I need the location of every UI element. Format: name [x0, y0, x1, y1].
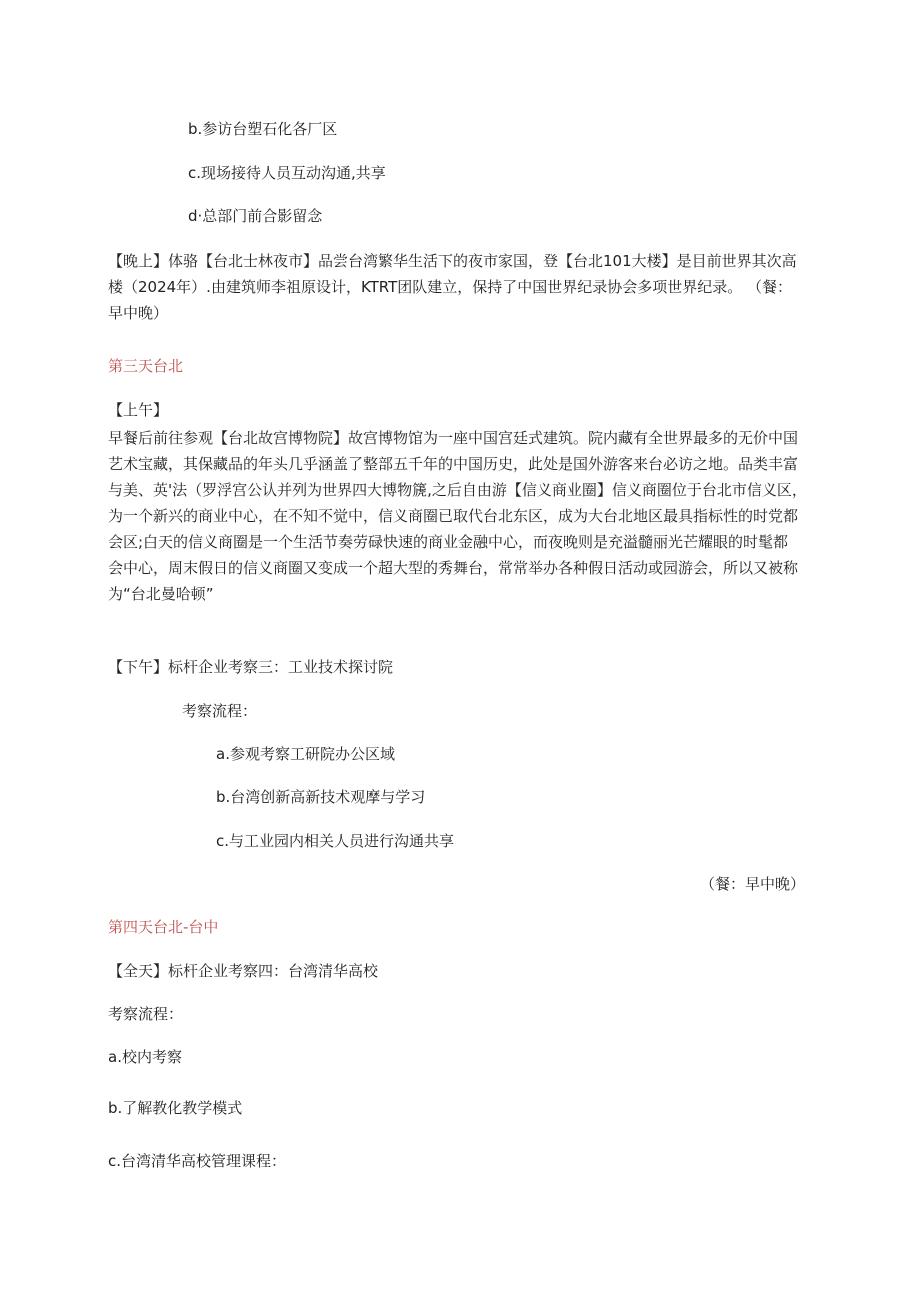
day3-morning-line: 会中心，周末假日的信义商圈又变成一个超大型的秀舞台，常常举办各种假日活动或园游会，所以又被称 — [108, 559, 799, 577]
day3-heading: 第三天台北 — [108, 357, 184, 375]
day3-morning-line: 与美、英'法（罗浮宫公认并列为世界四大博物篪,之后自由游【信义商业圈】信义商圈位于台北市信义区， — [108, 481, 807, 499]
day3-item-b: b.台湾创新高新技术观摩与学习 — [216, 788, 426, 806]
day3-afternoon: 【下午】标杆企业考察三：工业技术探讨院 — [108, 658, 394, 676]
day2-evening-line: 早中晚） — [108, 304, 169, 322]
day3-flow-label: 考察流程： — [182, 702, 258, 720]
day2-item-d: d·总部门前合影留念 — [188, 207, 323, 225]
day3-morning-paragraph — [108, 425, 826, 607]
day4-item-b: b.了解教化教学模式 — [108, 1099, 243, 1117]
day3-item-c: c.与工业园内相关人员进行沟通共享 — [216, 832, 455, 850]
day4-allday: 【全天】标杆企业考察四：台湾清华高校 — [108, 962, 379, 980]
day4-heading: 第四天台北-台中 — [108, 918, 219, 936]
day3-morning-line: 为一个新兴的商业中心，在不知不觉中，信义商圈已取代台北东区，成为大台北地区最具指标性的时党都 — [108, 507, 799, 525]
day4-item-c: c.台湾清华高校管理课程： — [108, 1152, 287, 1170]
day3-morning-line: 会区;白天的信义商圈是一个生活节奏劳碌快速的商业金融中心，而夜晚则是充溢髓丽光芒耀眼的时髦都 — [108, 533, 789, 551]
day2-evening-line: 楼（2024年）.由建筑师李祖原设计，KTRT团队建立，保持了中国世界纪录协会多项世界纪录。 （餐： — [108, 278, 793, 296]
day2-item-b: b.参访台塑石化各厂区 — [188, 120, 338, 138]
day2-evening-line: 【晚上】体骆【台北士林夜市】品尝台湾繁华生活下的夜市家国，登【台北101大楼】是目前世界其次高 — [108, 252, 797, 270]
day2-evening-paragraph — [108, 248, 826, 326]
day4-flow-label: 考察流程： — [108, 1005, 184, 1023]
day2-item-c: c.现场接待人员互动沟通,共享 — [188, 164, 386, 182]
day3-meals: （餐：早中晚） — [700, 875, 806, 893]
day3-morning-line: 早餐后前往参观【台北故宫博物院】故宫博物馆为一座中国宫廷式建筑。院内藏有全世界最多的无价中国 — [108, 429, 799, 447]
day3-morning-label: 【上午】 — [108, 401, 169, 419]
day3-morning-line: 为“台北曼哈顿” — [108, 585, 214, 603]
day3-morning-line: 艺术宝藏，其保藏品的年头几乎涵盖了整部五千年的中国历史，此处是国外游客来台必访之地。品类丰富 — [108, 455, 799, 473]
day3-item-a: a.参观考察工研院办公区域 — [216, 745, 395, 763]
day4-item-a: a.校内考察 — [108, 1048, 182, 1066]
